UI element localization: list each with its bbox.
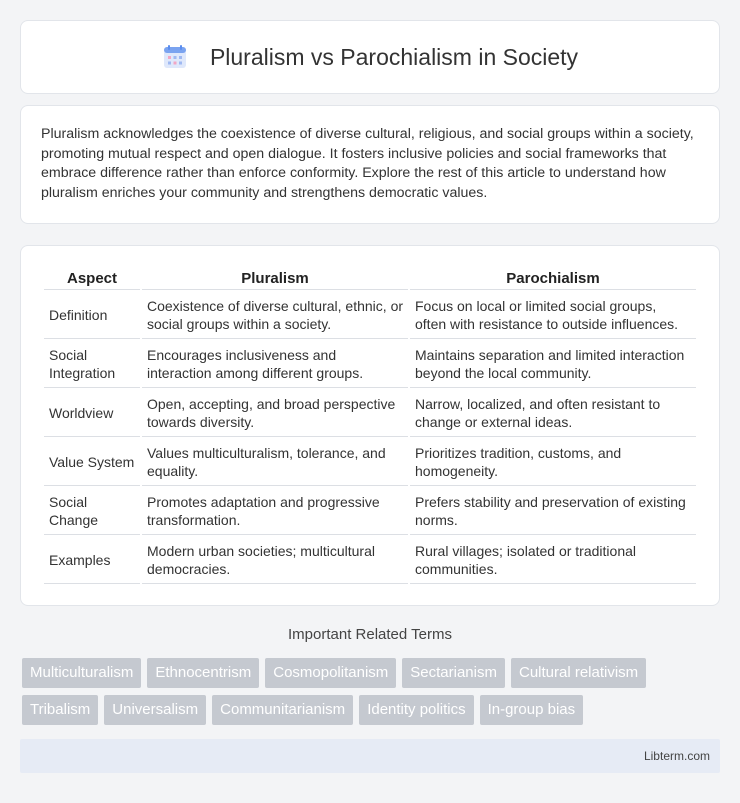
term-tag-ethnocentrism[interactable]: Ethnocentrism [147, 658, 259, 688]
term-tag-identity-politics[interactable]: Identity politics [359, 695, 473, 725]
cell-pluralism: Modern urban societies; multicultural democracies. [142, 537, 408, 584]
footer-site-link[interactable]: Libterm.com [643, 749, 710, 763]
term-tag-tribalism[interactable]: Tribalism [22, 695, 98, 725]
intro-card [20, 105, 720, 224]
header-parochialism: Parochialism [410, 268, 696, 290]
term-tag-communitarianism[interactable]: Communitarianism [212, 695, 353, 725]
table-row [44, 390, 696, 437]
intro-paragraph: Pluralism acknowledges the coexistence of diverse cultural, religious, and social groups within a society, promoting mutual respect and open dialogue. It fosters inclusive policies and social frameworks that embrace difference rather than enforce conformity. Explore the rest of this article to understand how pluralism enriches your community and strengthens democratic values. [41, 126, 694, 201]
table-row [44, 439, 696, 486]
term-tag-sectarianism[interactable]: Sectarianism [402, 658, 505, 688]
cell-parochialism: Prioritizes tradition, customs, and homogeneity. [410, 439, 696, 486]
footer [20, 739, 720, 773]
cell-aspect: Definition [44, 292, 140, 339]
header-aspect: Aspect [44, 268, 140, 290]
title-card [20, 20, 720, 94]
cell-parochialism: Focus on local or limited social groups, often with resistance to outside influences. [410, 292, 696, 339]
cell-pluralism: Encourages inclusiveness and interaction among different groups. [142, 341, 408, 388]
cell-aspect: Worldview [44, 390, 140, 437]
table-row [44, 488, 696, 535]
cell-parochialism: Rural villages; isolated or traditional communities. [410, 537, 696, 584]
term-tag-universalism[interactable]: Universalism [104, 695, 206, 725]
header-pluralism: Pluralism [142, 268, 408, 290]
term-tag-cultural-relativism[interactable]: Cultural relativism [511, 658, 646, 688]
cell-aspect: Examples [44, 537, 140, 584]
table-row [44, 341, 696, 388]
related-terms-title: Important Related Terms [288, 626, 452, 643]
cell-pluralism: Coexistence of diverse cultural, ethnic, or social groups within a society. [142, 292, 408, 339]
cell-parochialism: Maintains separation and limited interaction beyond the local community. [410, 341, 696, 388]
cell-parochialism: Prefers stability and preservation of existing norms. [410, 488, 696, 535]
page-title: Pluralism vs Parochialism in Society [209, 43, 579, 70]
term-tag-in-group-bias[interactable]: In-group bias [480, 695, 584, 725]
cell-pluralism: Values multiculturalism, tolerance, and equality. [142, 439, 408, 486]
cell-aspect: Social Integration [44, 341, 140, 388]
comparison-table [42, 266, 698, 586]
table-row [44, 537, 696, 584]
calendar-grid-icon [162, 44, 188, 70]
term-tag-multiculturalism[interactable]: Multiculturalism [22, 658, 141, 688]
table-header-row [44, 268, 696, 290]
related-terms-list [22, 658, 722, 732]
table-row [44, 292, 696, 339]
cell-pluralism: Promotes adaptation and progressive transformation. [142, 488, 408, 535]
cell-aspect: Social Change [44, 488, 140, 535]
comparison-card [20, 245, 720, 606]
cell-pluralism: Open, accepting, and broad perspective towards diversity. [142, 390, 408, 437]
cell-aspect: Value System [44, 439, 140, 486]
cell-parochialism: Narrow, localized, and often resistant to change or external ideas. [410, 390, 696, 437]
term-tag-cosmopolitanism[interactable]: Cosmopolitanism [265, 658, 396, 688]
